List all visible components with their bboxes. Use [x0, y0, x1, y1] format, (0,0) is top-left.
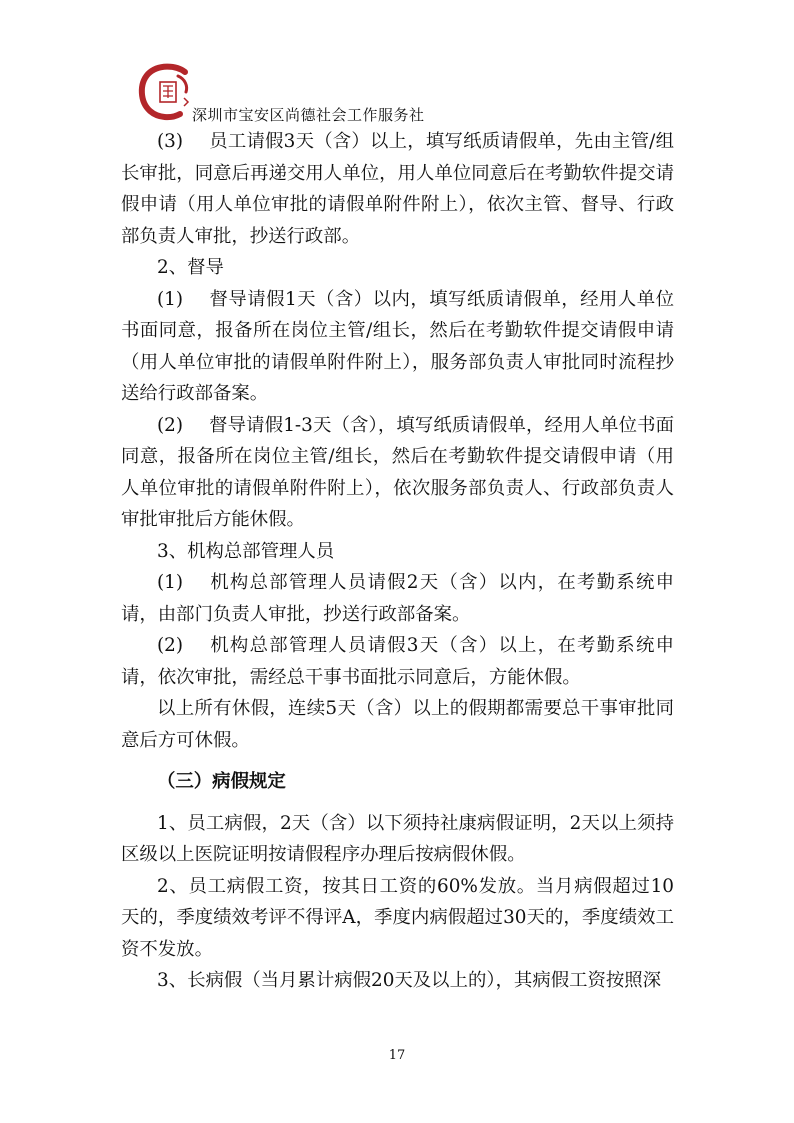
- paragraph-text: 1、员工病假，2天（含）以下须持社康病假证明，2天以上须持区级以上医院证明按请假程序办理后按病假休假。: [121, 812, 674, 865]
- paragraph-text: 机构总部管理人员请假2天（含）以内，在考勤系统申请，由部门负责人审批，抄送行政部备案。: [121, 572, 674, 625]
- item-number: (3): [157, 131, 184, 152]
- paragraph-text: 3、长病假（当月累计病假20天及以上的），其病假工资按照深: [157, 970, 662, 991]
- page-header: [138, 62, 538, 122]
- paragraph-text: 3、机构总部管理人员: [157, 540, 335, 562]
- page-number: 17: [388, 1048, 406, 1063]
- paragraph-text: 员工请假3天（含）以上，填写纸质请假单，先由主管/组长审批，同意后再递交用人单位，用人单位同意后在考勤软件提交请假申请（用人单位审批的请假单附件附上），依次主管、督导、行政部负责人审批，抄送行政部。: [121, 131, 674, 247]
- seal-logo-icon: [138, 62, 198, 122]
- paragraph: [121, 284, 674, 410]
- paragraph: [121, 871, 674, 966]
- paragraph: [121, 410, 674, 536]
- item-number: (1): [157, 572, 184, 593]
- paragraph-text: 机构总部管理人员请假3天（含）以上，在考勤系统申请，依次审批，需经总干事书面批示同意后，方能休假。: [121, 635, 674, 688]
- document-body: [121, 126, 674, 997]
- paragraph: [121, 567, 674, 630]
- paragraph: [121, 126, 674, 252]
- section-heading: （三）病假规定: [157, 771, 286, 792]
- paragraph: [121, 808, 674, 871]
- subsection-title: [121, 252, 674, 284]
- organization-name: 深圳市宝安区尚德社会工作服务社: [192, 106, 425, 124]
- item-number: (1): [157, 288, 184, 310]
- paragraph-text: 以上所有休假，连续5天（含）以上的假期都需要总干事审批同意后方可休假。: [121, 698, 674, 751]
- paragraph: [121, 630, 674, 693]
- item-number: (2): [157, 635, 184, 656]
- paragraph-text: 督导请假1天（含）以内，填写纸质请假单，经用人单位书面同意，报备所在岗位主管/组长，然后在考勤软件提交请假申请（用人单位审批的请假单附件附上），服务部负责人审批同时流程抄送给行政部备案。: [121, 288, 674, 404]
- paragraph-text: 督导请假1-3天（含），填写纸质请假单，经用人单位书面同意，报备所在岗位主管/组长，然后在考勤软件提交请假申请（用人单位审批的请假单附件附上），依次服务部负责人、行政部负责人审批审批后方能休假。: [121, 414, 674, 530]
- item-number: (2): [157, 414, 184, 436]
- paragraph-text: 2、员工病假工资，按其日工资的60%发放。当月病假超过10天的，季度绩效考评不得评A，季度内病假超过30天的，季度绩效工资不发放。: [121, 875, 674, 960]
- subsection-title: [121, 536, 674, 568]
- paragraph-text: 2、督导: [157, 257, 224, 278]
- paragraph: [121, 965, 674, 997]
- paragraph: [121, 693, 674, 756]
